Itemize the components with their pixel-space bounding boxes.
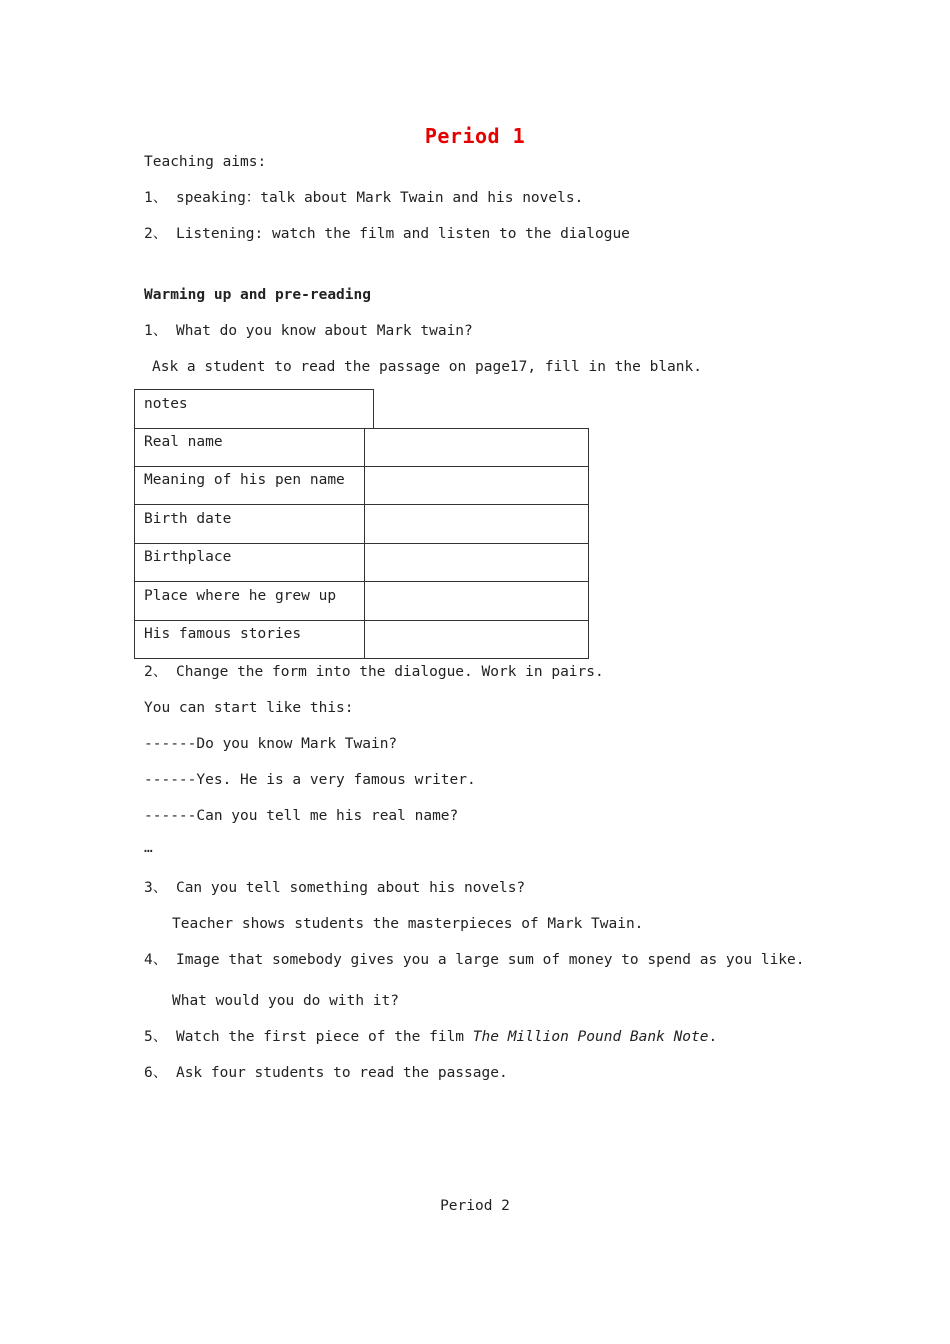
table-row-label: Birth date <box>144 511 232 527</box>
question-5-prefix: 5、 Watch the first piece of the film <box>144 1029 473 1045</box>
table-row-label: Real name <box>144 434 223 450</box>
aim-item-1: 1、 speaking：talk about Mark Twain and his novels. <box>144 190 584 206</box>
dialogue-line-3: ------Can you tell me his real name? <box>144 808 459 824</box>
dialogue-line-1: ------Do you know Mark Twain? <box>144 736 398 752</box>
page-title: Period 1 <box>424 124 526 148</box>
question-3: 3、 Can you tell something about his novels? <box>144 880 526 896</box>
question-1-instruction: Ask a student to read the passage on page17, fill in the blank. <box>152 359 702 375</box>
film-title: The Million Pound Bank Note <box>472 1029 709 1045</box>
question-2: 2、 Change the form into the dialogue. Work in pairs. <box>144 664 604 680</box>
table-row-label: His famous stories <box>144 626 302 642</box>
table-header-notes: notes <box>144 396 188 412</box>
teaching-aims-heading: Teaching aims: <box>144 154 267 170</box>
table-row-label: Meaning of his pen name <box>144 472 345 488</box>
question-5-suffix: . <box>708 1029 718 1045</box>
question-1: 1、 What do you know about Mark twain? <box>144 323 473 339</box>
question-3-instruction: Teacher shows students the masterpieces of Mark Twain. <box>172 916 644 932</box>
table-row-label: Birthplace <box>144 549 232 565</box>
table-row-label: Place where he grew up <box>144 588 337 604</box>
dialogue-line-2: ------Yes. He is a very famous writer. <box>144 772 476 788</box>
warmup-heading: Warming up and pre-reading <box>144 287 371 303</box>
next-section-heading: Period 2 <box>440 1198 510 1214</box>
question-5 <box>144 1028 717 1046</box>
question-4-followup: What would you do with it? <box>172 993 399 1009</box>
question-4: 4、 Image that somebody gives you a large sum of money to spend as you like. <box>144 952 805 968</box>
question-6: 6、 Ask four students to read the passage. <box>144 1065 508 1081</box>
aim-item-2: 2、 Listening: watch the film and listen to the dialogue <box>144 226 630 242</box>
dialogue-intro: You can start like this: <box>144 700 354 716</box>
dialogue-ellipsis: … <box>144 840 153 856</box>
